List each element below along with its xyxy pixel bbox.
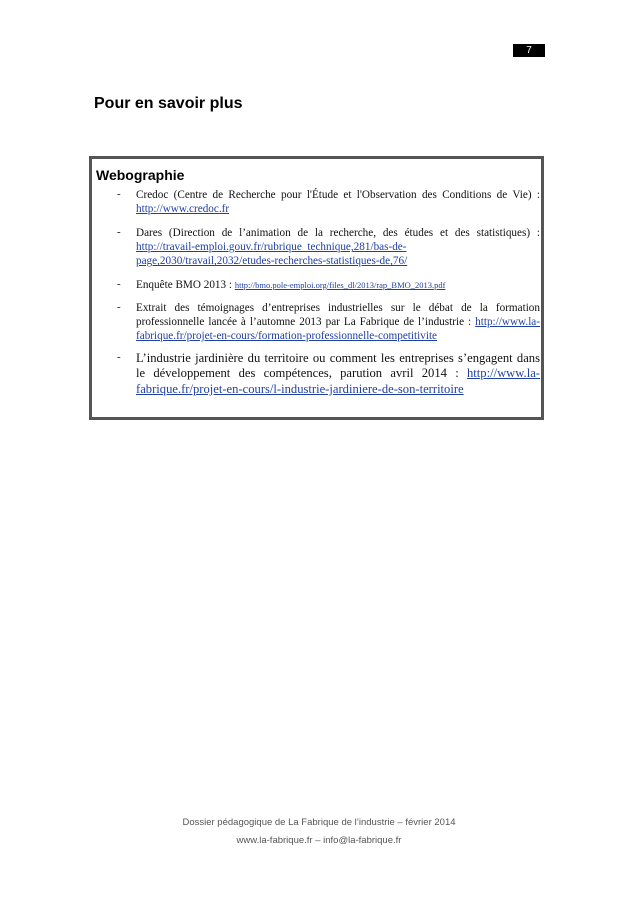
industrie-jardiniere-link[interactable]: http://www.la-fabrique.fr/projet-en-cours/l-industrie-jardiniere-de-son-territoire	[136, 366, 540, 396]
dares-link[interactable]: http://travail-emploi.gouv.fr/rubrique_technique,281/bas-de-page,2030/travail,2032/etudes-recherches-statistiques-de,76/	[136, 241, 408, 268]
list-item-text	[136, 226, 540, 269]
list-item-text	[136, 188, 540, 216]
webographie-title: Webographie	[96, 167, 185, 183]
item-text: L’industrie jardinière du territoire ou comment les entreprises s’engagent dans le développement des compétences, parution avril 2014 :	[136, 351, 540, 381]
item-text: Credoc (Centre de Recherche pour l'Étude et l'Observation des Conditions de Vie) :	[136, 189, 540, 201]
list-item-text	[136, 351, 540, 397]
webographie-box	[89, 156, 544, 420]
bullet-dash: -	[117, 301, 121, 313]
bmo-link[interactable]: http://bmo.pole-emploi.org/files_dl/2013/rap_BMO_2013.pdf	[234, 280, 446, 290]
item-text: Dares (Direction de l’animation de la recherche, des études et des statistiques) :	[136, 227, 540, 239]
section-title: Pour en savoir plus	[94, 95, 243, 112]
item-text: Extrait des témoignages d’entreprises industrielles sur le débat de la formation professionnelle lancée à l’automne 2013 par La Fabrique de l’industrie :	[136, 302, 540, 329]
list-item-text	[136, 278, 540, 292]
bullet-dash: -	[117, 226, 121, 238]
bullet-dash: -	[117, 188, 121, 200]
formation-link[interactable]: http://www.la-fabrique.fr/projet-en-cours/formation-professionnelle-competitivite	[136, 316, 540, 343]
footer-contact: www.la-fabrique.fr – info@la-fabrique.fr	[236, 835, 402, 846]
footer-title: Dossier pédagogique de La Fabrique de l’industrie – février 2014	[182, 817, 456, 828]
bullet-dash: -	[117, 278, 121, 290]
item-text: Enquête BMO 2013 :	[136, 279, 235, 291]
page-number: 7	[513, 44, 545, 57]
list-item-text	[136, 301, 540, 344]
credoc-link[interactable]: http://www.credoc.fr	[136, 203, 230, 216]
bullet-dash: -	[117, 351, 121, 363]
